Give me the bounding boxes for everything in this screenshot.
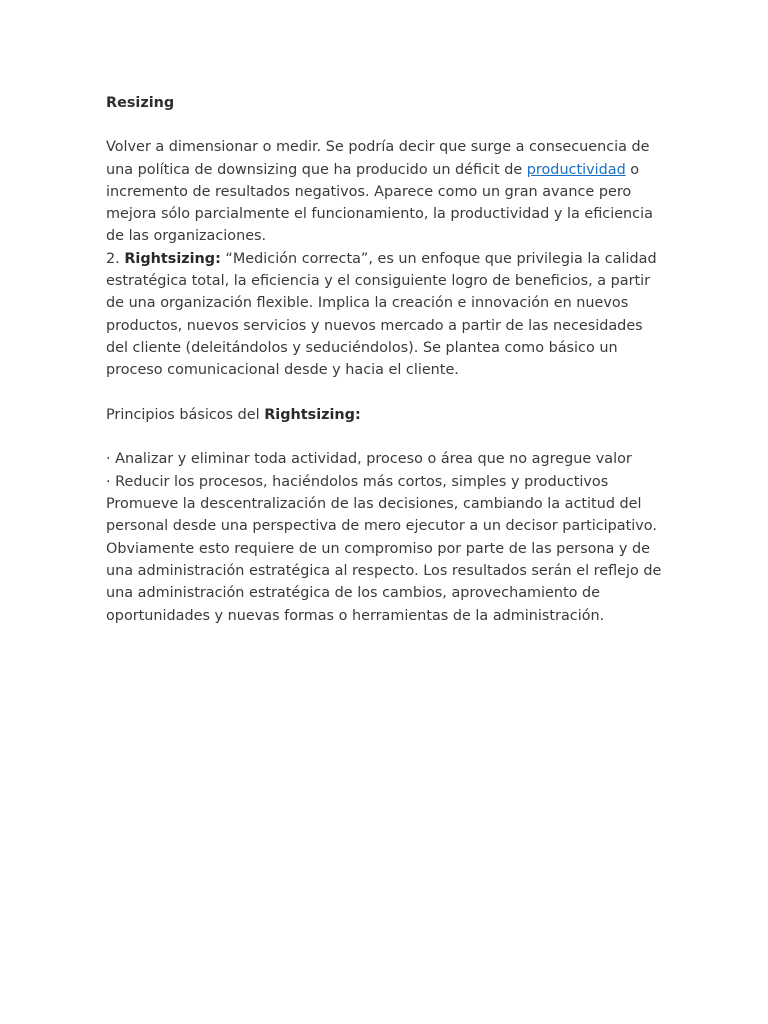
rightsizing-number: 2. [106,250,125,267]
productividad-link[interactable]: productividad [526,161,626,178]
rightsizing-term: Rightsizing: [124,250,221,267]
paragraph-rightsizing [106,248,666,382]
spacer [106,382,666,404]
bullet-item: · Reducir los procesos, haciéndolos más cortos, simples y productivos [106,473,609,490]
paragraph-resizing-text-2: o incremento de resultados negativos. Aparece como un gran avance pero mejora sólo parcialmente el funcionamiento, la productividad y la eficiencia de las organizaciones. [106,161,653,245]
principles-term: Rightsizing: [264,406,361,423]
bullet-item: · Analizar y eliminar toda actividad, proceso o área que no agregue valor [106,451,632,468]
paragraph-decentralization: Promueve la descentralización de las decisiones, cambiando la actitud del personal desde una perspectiva de mero ejecutor a un decisor participativo. Obviamente esto requiere de un compromiso por parte de las persona y de una administración estratégica al respecto. Los resultados serán el reflejo de una administración estratégica de los cambios, aprovechamiento de oportunidades y nuevas formas o herramientas de la administración. [106,496,662,624]
document-title: Resizing [106,95,175,111]
paragraph-resizing [106,136,666,247]
document-body [106,92,666,627]
rightsizing-text: “Medición correcta”, es un enfoque que privilegia la calidad estratégica total, la eficiencia y el consiguiente logro de beneficios, a partir de una organización flexible. Implica la creación e innovación en nuevos productos, nuevos servicios y nuevos mercado a partir de las necesidades del cliente (deleitándolos y seduciéndolos). Se plantea como básico un proceso comunicacional desde y hacia el cliente. [106,250,657,379]
principles-heading [106,404,666,426]
principles-intro: Principios básicos del [106,406,265,423]
spacer [106,426,666,448]
paragraph-resizing-text-1: Volver a dimensionar o medir. Se podría decir que surge a consecuencia de una política de downsizing que ha producido un déficit de [106,139,650,178]
